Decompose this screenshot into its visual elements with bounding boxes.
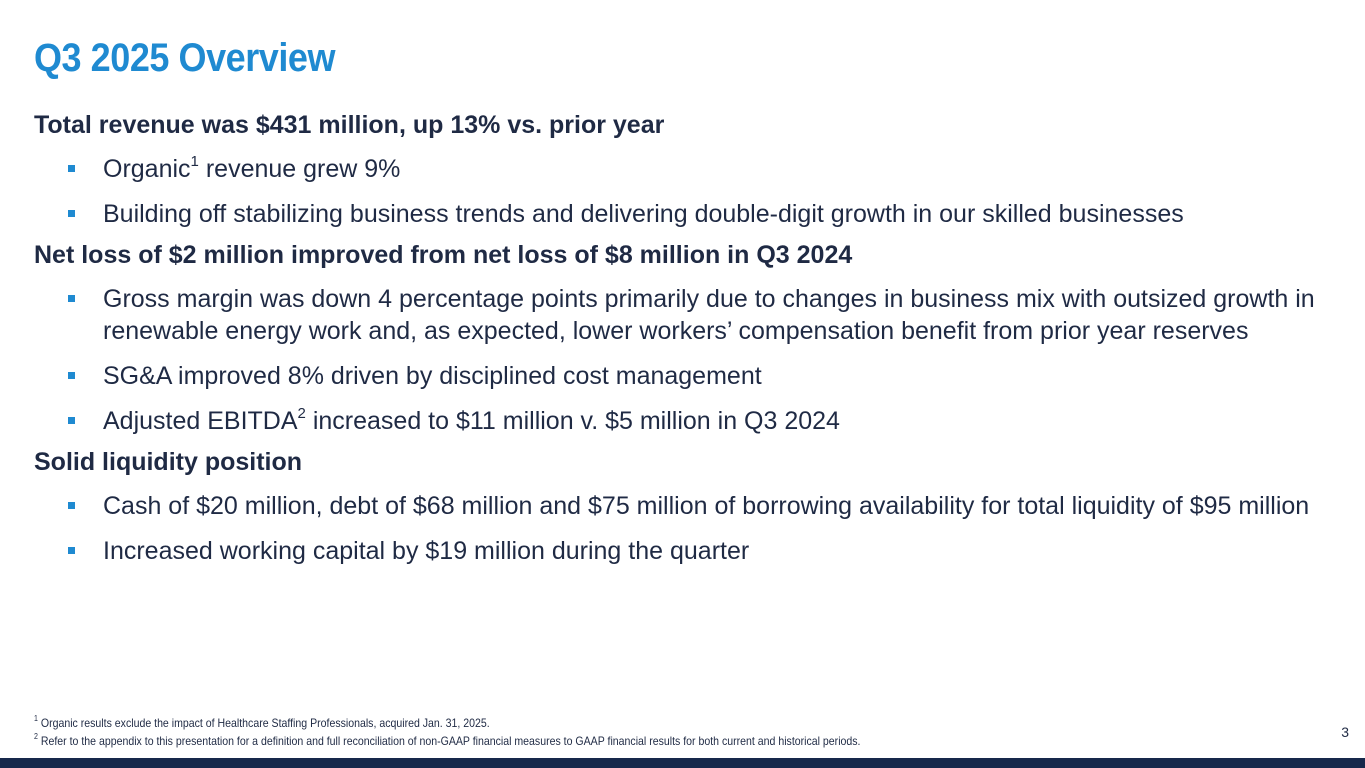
bullet-text: Increased working capital by $19 million during the quarter xyxy=(103,537,750,565)
square-bullet-icon xyxy=(68,372,75,379)
bullet-organic-revenue xyxy=(34,153,1339,185)
square-bullet-icon xyxy=(68,417,75,424)
square-bullet-icon xyxy=(68,295,75,302)
footnote-marker: 2 xyxy=(34,732,38,741)
section-heading-net-loss: Net loss of $2 million improved from net loss of $8 million in Q3 2024 xyxy=(34,241,853,269)
page-title: Q3 2025 Overview xyxy=(34,36,336,80)
footnote-2 xyxy=(34,732,1090,750)
bullet-cash-debt xyxy=(34,490,1339,522)
bullet-text-continued: revenue grew 9% xyxy=(198,155,401,183)
page-number: 3 xyxy=(1341,724,1349,740)
bullet-text: Building off stabilizing business trends and delivering double-digit growth in our skilled businesses xyxy=(103,200,1184,228)
bullet-text-continued: increased to $11 million v. $5 million in Q3 2024 xyxy=(305,407,840,435)
square-bullet-icon xyxy=(68,547,75,554)
square-bullet-icon xyxy=(68,165,75,172)
bullet-working-capital xyxy=(34,535,1339,567)
bullet-business-trends xyxy=(34,198,1339,230)
bullet-sga xyxy=(34,360,1339,392)
section-heading-revenue: Total revenue was $431 million, up 13% vs. prior year xyxy=(34,111,665,139)
footnote-ref: 1 xyxy=(190,152,199,170)
bullet-gross-margin xyxy=(34,283,1339,347)
footnote-text: Organic results exclude the impact of Healthcare Staffing Professionals, acquired Jan. 31, 2025. xyxy=(37,716,490,730)
footnote-marker: 1 xyxy=(34,714,38,723)
bullet-text: SG&A improved 8% driven by disciplined cost management xyxy=(103,362,762,390)
bullet-adjusted-ebitda xyxy=(34,405,1339,437)
footnote-ref: 2 xyxy=(297,404,306,422)
bullet-text: Gross margin was down 4 percentage points primarily due to changes in business mix with outsized growth in renewable energy work and, as expected, lower workers’ compensation benefit from prior year reserves xyxy=(103,285,1315,345)
square-bullet-icon xyxy=(68,502,75,509)
bullet-text: Adjusted EBITDA xyxy=(103,407,298,435)
bottom-bar xyxy=(0,758,1365,768)
bullet-text: Organic xyxy=(103,155,191,183)
slide-content xyxy=(34,110,1339,567)
footnote-text: Refer to the appendix to this presentation for a definition and full reconciliation of non-GAAP financial measures to GAAP financial results for both current and historical periods. xyxy=(37,734,861,748)
bullet-text: Cash of $20 million, debt of $68 million and $75 million of borrowing availability for total liquidity of $95 million xyxy=(103,492,1310,520)
section-heading-liquidity: Solid liquidity position xyxy=(34,448,303,476)
footnotes xyxy=(34,714,1090,750)
footnote-1 xyxy=(34,714,1090,732)
square-bullet-icon xyxy=(68,210,75,217)
